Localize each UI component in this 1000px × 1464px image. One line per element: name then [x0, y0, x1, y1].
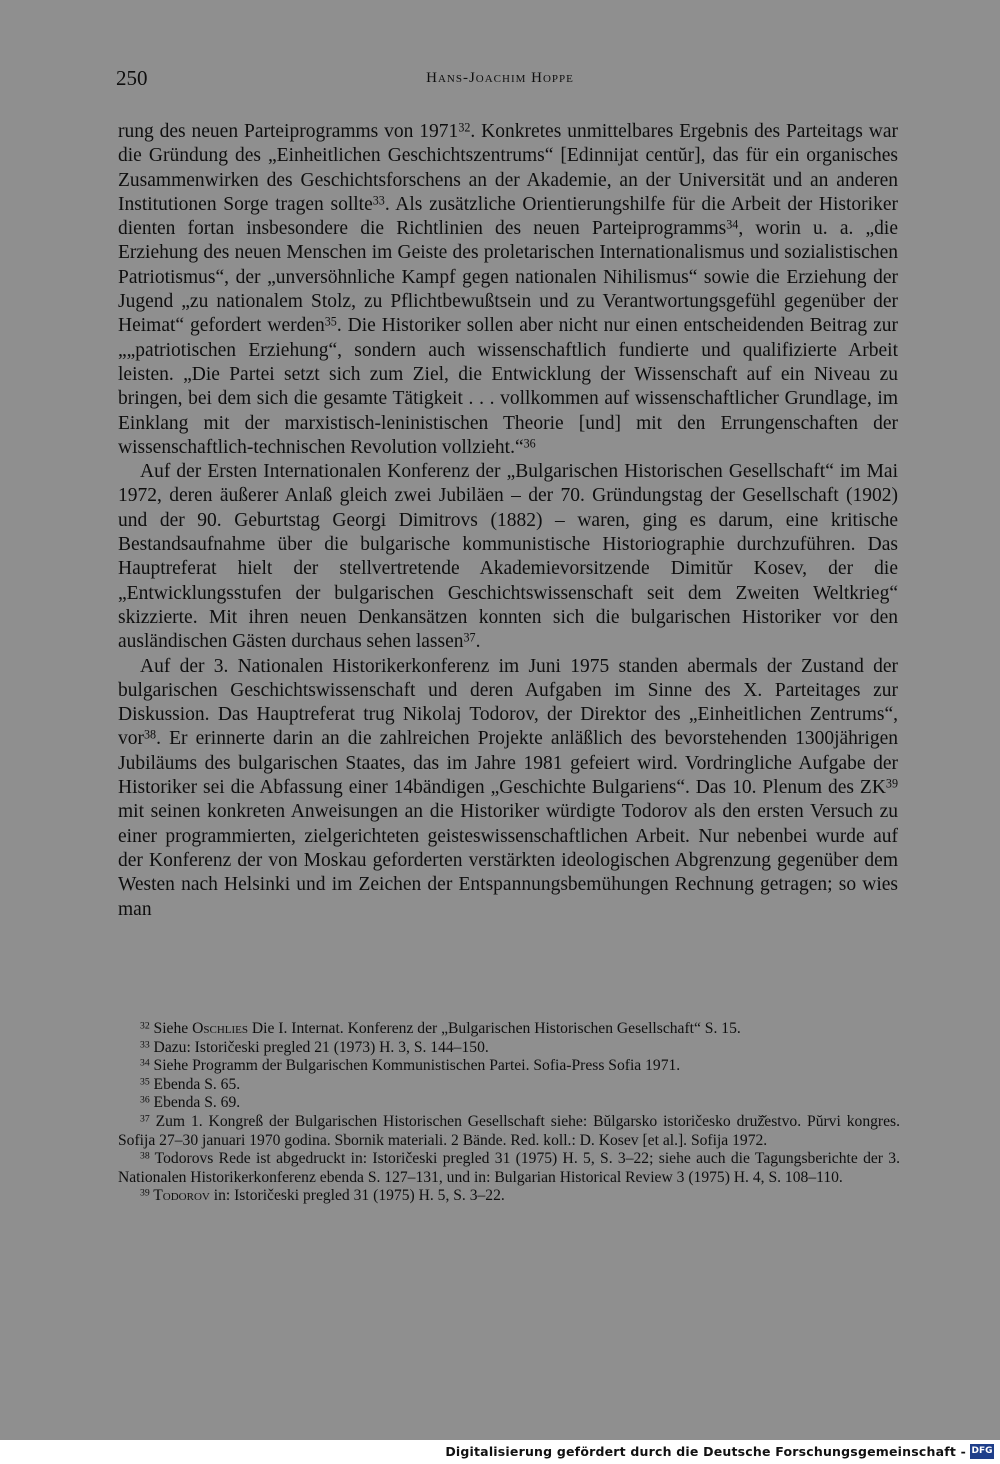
footnote — [118, 1076, 900, 1095]
footnote — [118, 1020, 900, 1039]
digitization-footer — [0, 1440, 1000, 1464]
text-run: Auf der Ersten Internationalen Konferenz der „Bulgarischen Historischen Gesellschaft“ im Mai 1972, deren äußerer Anlaß gleich zwei Jubiläen – der 70. Gründungstag der Gesellschaft (1902) und der 90. Geburtstag Georgi Dimitrovs (1882) – waren, ging es darum, eine kritische Bestandsaufnahme über die bulgarische kommunistische Historiographie durchzuführen. Das Hauptreferat hielt der stellvertretende Akademievorsitzende Dimitŭr Kosev, der die „Entwicklungsstufen der bulgarischen Geschichtswissenschaft seit dem Zweiten Weltkrieg“ skizzierte. Mit ihren neuen Denkansätzen konnten sich die bulgarischen Historiker vor den ausländischen Gästen durchaus sehen lassen — [118, 461, 898, 653]
paragraph — [118, 120, 898, 460]
text-run: Ebenda S. 69. — [149, 1094, 241, 1112]
paragraph — [118, 460, 898, 654]
footnote — [118, 1187, 900, 1206]
text-run: mit seinen konkreten Anweisungen an die Historiker würdigte Todorov als den ersten Versuch zu einer programmierten, zielgerichteten geisteswissenschaftlichen Arbeit. Nur nebenbei wurde auf der Konferenz der von Moskau geforderten verstärkten ideologischen Abgrenzung gegenüber dem Westen nach Helsinki und im Zeichen der Entspannungsbemühungen Rechnung getragen; so wies man — [118, 801, 898, 920]
footnote-number: 37 — [140, 1113, 150, 1125]
text-run: rung des neuen Parteiprogramms von 1971 — [118, 121, 459, 142]
author-name: Oschlies — [192, 1020, 248, 1037]
footnote-ref: 39 — [885, 776, 898, 791]
footnote — [118, 1057, 900, 1076]
footnote-ref: 38 — [144, 727, 157, 742]
text-run: . Er erinnerte darin an die zahlreichen Projekte anläßlich des bevorstehenden 1300jährigen Jubiläums des bulgarischen Staates, das im Jahre 1981 gefeiert wird. Vordringliche Aufgabe der Historiker sei die Abfassung einer 14bändigen „Geschichte Bulgariens“. Das 10. Plenum des ZK — [118, 728, 898, 799]
text-run: Siehe Programm der Bulgarischen Kommunistischen Partei. Sofia-Press Sofia 1971. — [149, 1057, 681, 1075]
footnote — [118, 1039, 900, 1058]
footnote-ref: 37 — [463, 630, 476, 645]
paragraph — [118, 655, 898, 922]
footnote — [118, 1094, 900, 1113]
footnote — [118, 1150, 900, 1187]
footnote-ref: 35 — [324, 314, 337, 329]
text-run: . Als zusätzliche Orientierungshilfe für die Arbeit der Historiker dienten fortan insbesondere die Richtlinien des neuen Parteiprogramms — [118, 193, 898, 240]
footnote-number: 34 — [140, 1057, 150, 1069]
footnote-number: 32 — [140, 1020, 150, 1032]
text-run: . Die Historiker sollen aber nicht nur einen entscheidenden Beitrag zur „„patriotischen Erziehung“, sondern auch wissenschaftlich fundierte und qualifizierte Arbeit leisten. „Die Partei setzt sich zum Ziel, die Entwicklung der Wissenschaft auf ein Niveau zu bringen, bei dem sich die gesamte Tätigkeit . . . vollkommen auf wissenschaftlicher Grundlage, im Einklang mit der marxistisch-leninistischen Theorie [und] mit den Errungenschaften der wissenschaftlich-technischen Revolution vollzieht.“ — [118, 315, 898, 458]
page-number: 250 — [116, 66, 148, 90]
footnote — [118, 1113, 900, 1150]
text-run: . Konkretes unmittelbares Ergebnis des Parteitags war die Gründung des „Einheitlichen Geschichtszentrums“ [Edinnijat centŭr], das für ein organisches Zusammenwirken des Geschichtsforschens an der Akademie, an der Universität und an anderen Institutionen Sorge tragen sollte — [118, 121, 898, 215]
footnotes — [118, 1020, 900, 1206]
text-run: Dazu: Istoričeski pregled 21 (1973) H. 3, S. 144–150. — [149, 1038, 489, 1056]
running-head-text: Hans-Joachim Hoppe — [426, 70, 574, 86]
running-head — [0, 66, 1000, 88]
dfg-logo: DFG — [970, 1444, 994, 1459]
footnote-ref: 32 — [458, 120, 471, 135]
main-text — [118, 120, 898, 922]
text-run: Die I. Internat. Konferenz der „Bulgarischen Historischen Gesellschaft“ S. 15. — [248, 1020, 741, 1037]
footnote-ref: 36 — [523, 436, 536, 451]
footnote-number: 33 — [140, 1039, 150, 1051]
footnote-number: 36 — [140, 1095, 150, 1107]
text-run: Auf der 3. Nationalen Historikerkonferenz im Juni 1975 standen abermals der Zustand der bulgarischen Geschichtswissenschaft und deren Aufgaben im Sinne des X. Parteitages zur Diskussion. Das Hauptreferat trug Nikolaj Todorov, der Direktor des „Einheitlichen Zentrums“, vor — [118, 655, 898, 750]
text-run: in: Istoričeski pregled 31 (1975) H. 5, S. 3–22. — [209, 1187, 505, 1205]
footer-credit: Digitalisierung gefördert durch die Deutsche Forschungsgemeinschaft - — [445, 1444, 966, 1459]
footnote-number: 39 — [140, 1188, 150, 1199]
text-run: . — [475, 631, 481, 653]
footnote-number: 38 — [140, 1150, 150, 1162]
text-run: Siehe — [149, 1020, 193, 1037]
text-run: , worin u. a. „die Erziehung des neuen Menschen im Geiste des proletarischen Internationalismus und sozialistischen Patriotismus“, der „unversöhnliche Kampf gegen nationalen Nihilismus“ sowie die Erziehung der Jugend „zu nationalem Stolz, zu Pflichtbewußtsein und zu Verantwortungsgefühl gegenüber der Heimat“ gefordert werden — [118, 218, 898, 337]
text-run: Zum 1. Kongreß der Bulgarischen Historischen Gesellschaft siehe: Bŭlgarsko istoričesko druž̌estvo. Pŭrvi kongres. Sofija 27–30 januari 1970 godina. Sbornik materiali. 2 Bände. Red. koll.: D. Kosev [et al.]. Sofija 1972. — [118, 1112, 900, 1149]
text-run: Todorovs Rede ist abgedruckt in: Istoričeski pregled 31 (1975) H. 5, S. 3–22; siehe auch die Tagungsberichte der 3. Nationalen Historikerkonferenz ebenda S. 127–131, und in: Bulgarian Historical Review 3 (1975) H. 4, S. 108–110. — [118, 1150, 900, 1186]
footnote-number: 35 — [140, 1076, 150, 1088]
footnote-ref: 34 — [726, 217, 739, 232]
text-run: Ebenda S. 65. — [149, 1075, 241, 1093]
footnote-ref: 33 — [372, 193, 385, 208]
author-name: Todorov — [149, 1187, 210, 1205]
